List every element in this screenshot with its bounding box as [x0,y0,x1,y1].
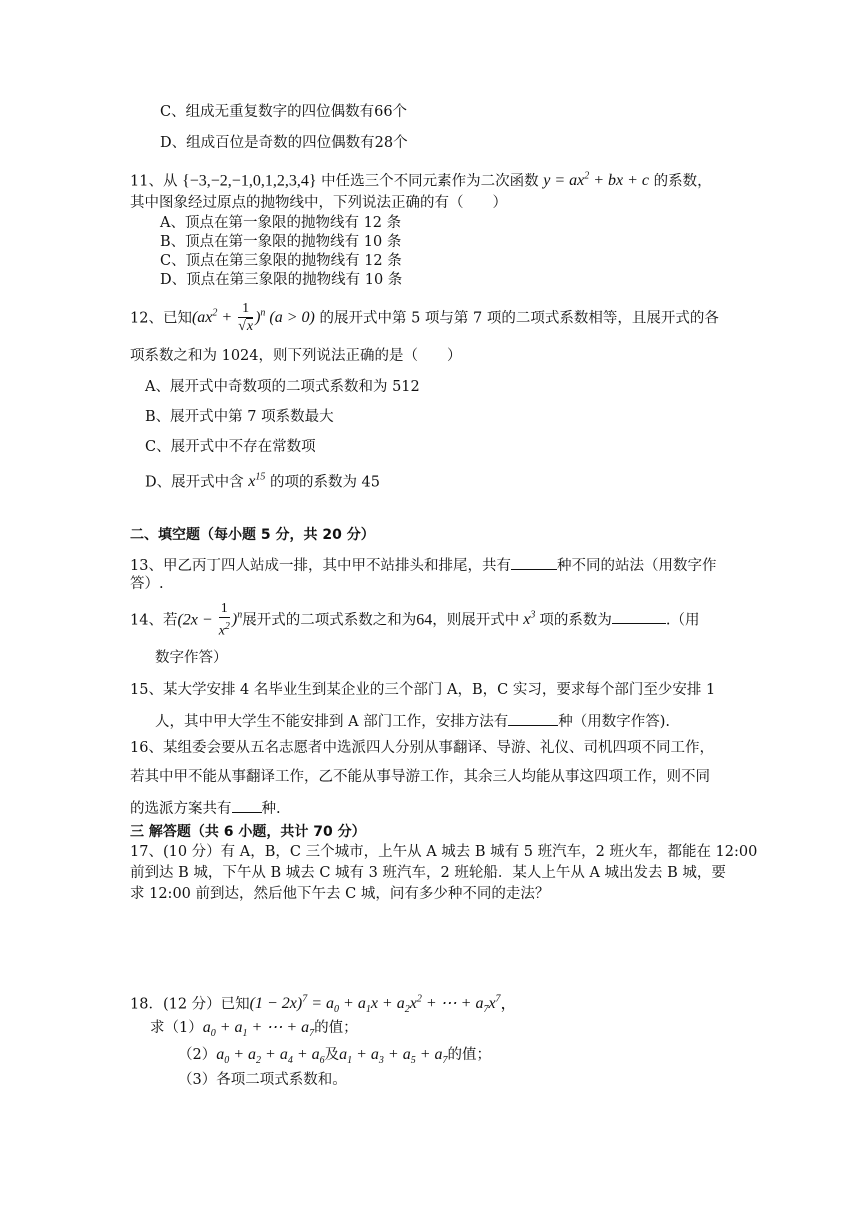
q10-option-c: C、组成无重复数字的四位偶数有66个 [160,104,408,120]
q11-function: $y = ax^2$ + bx + c [543,171,650,190]
q11-set: {−3,−2,−1,0,1,2,3,4} [182,172,317,190]
q12-number: 12、已知 [130,310,192,327]
q15-line2 [155,709,670,732]
q12-fraction: $\frac{1}{√x}$ [238,300,254,334]
q18-sub2-expr1: $a_0 + a_2 + a_4 + a_6$ [216,1046,325,1067]
section3-heading: 三 解答题（共 6 小题，共计 70 分） [130,824,366,840]
q18-sub3: （3）各项二项式系数和。 [178,1072,347,1088]
q14-x3: $x^3$ [519,610,536,629]
q18-sub2-expr2: $a_1 + a_3 + a_5 + a_7$ [339,1046,448,1067]
q11-option-d: D、顶点在第三象限的抛物线有 10 条 [160,272,403,288]
q14-line1: 14、若(2x − $\frac{1}{x^2}$ )$^n$展开式的二项式系数之和为64，则展开式中 $x^3$ 项的系数为 .（用 [130,600,700,639]
q12-expression: ($ax^2$ + [191,308,237,327]
q16-line2: 若其中甲不能从事翻译工作，乙不能从事导游工作，其余三人均能从事这四项工作，则不同 [130,769,710,785]
q18-sub1 [150,1018,358,1044]
q13-text-a: 13、甲乙丙丁四人站成一排，其中甲不站排头和排尾，共有 [130,558,511,574]
q15-text-b: 种（用数字作答). [558,714,670,730]
q18-sub1-post: 的值； [314,1020,358,1036]
q16-line1: 16、某组委会要从五名志愿者中选派四人分别从事翻译、导游、礼仪、司机四项不同工作， [130,740,714,756]
q12-option-b: B、展开式中第 7 项系数最大 [145,409,334,425]
q12-line2: 项系数之和为 1024，则下列说法正确的是（ ） [130,348,462,364]
q18-sub2-mid: 及 [324,1047,340,1063]
q11-mid: 中任选三个不同元素作为二次函数 [321,173,539,190]
q14-mid: 展开式的二项式系数之和为 [242,612,417,629]
q11-option-c: C、顶点在第三象限的抛物线有 12 条 [160,253,402,269]
q18-sub1-pre: 求（1） [150,1020,203,1036]
q18-sub2-pre: （2） [178,1047,217,1063]
q14-mid3: 项的系数为 [539,612,612,629]
q14-fraction: $\frac{1}{x^2}$ [218,600,230,639]
q16-text-b: 种. [261,801,281,817]
q18-sub2 [178,1045,491,1071]
q10-option-d: D、组成百位是奇数的四位偶数有28个 [160,135,408,151]
q14-number: 14、若 [130,612,178,629]
q13-text-b: 种不同的站法（用数字作 [556,558,717,574]
q17-line3: 求 12:00 前到达，然后他下午去 C 城，问有多少种不同的走法？ [130,886,550,902]
q13-line1 [130,553,716,576]
q14-blank[interactable] [612,607,666,624]
q11-number: 11、从 [130,173,178,190]
q14-value: 64 [416,611,433,629]
q16-text-a: 的选派方案共有 [130,801,232,817]
q18-line1: 18．(12 分）已知$(1 - 2x)^7 = a_0 + a_1x + a_2x^2$ + ⋯ + $a_7x^7$， [130,994,517,1016]
q16-blank[interactable] [232,796,262,813]
q16-line3 [130,796,281,819]
q18-sub2-post: 的值； [447,1047,492,1063]
q11-option-b: B、顶点在第一象限的抛物线有 10 条 [160,234,402,250]
q18-number: 18．(12 分）已知 [130,996,250,1013]
q11-line2: 其中图象经过原点的抛物线中，下列说法正确的有（ ） [130,195,507,211]
q12-option-d [145,468,380,492]
q14-end: .（用 [665,612,700,629]
q12-tail: 的展开式中第 5 项与第 7 项的二项式系数相等，且展开式的各 [319,310,719,327]
q18-equation: $(1 - 2x)^7 = a_0 + a_1x + a_2x^2$ + ⋯ + $a_7x^7$ [249,994,501,1016]
q12-option-a: A、展开式中奇数项的二项式系数和为 512 [145,379,420,395]
q12-option-c: C、展开式中不存在常数项 [145,439,316,455]
q11-option-a: A、顶点在第一象限的抛物线有 12 条 [160,215,402,231]
q17-line1: 17、(10 分）有 A，B，C 三个城市，上午从 A 城去 B 城有 5 班汽车，2 班火车，都能在 12:00 [130,844,758,860]
section2-heading: 二、填空题（每小题 5 分，共 20 分） [130,527,375,543]
q15-line1: 15、某大学安排 4 名毕业生到某企业的三个部门 A，B，C 实习，要求每个部门至少安排 1 [130,682,716,698]
q18-sub1-expr: $a_0 + a_1$ + ⋯ + $a_7$ [202,1019,315,1040]
q15-blank[interactable] [508,709,558,726]
q12-option-d-pre: D、展开式中含 [145,474,244,491]
q13-line2: 答）. [130,576,164,592]
q15-text-a: 人，其中甲大学生不能安排到 A 部门工作，安排方法有 [155,714,509,730]
q14-expression: (2x − [177,611,217,629]
q13-blank[interactable] [511,553,557,570]
q17-line2: 前到达 B 城，下午从 B 城去 C 城有 3 班汽车，2 班轮船．某人上午从 A 城出发去 B 城，要 [130,865,726,881]
q14-line2: 数字作答） [155,650,228,666]
q12-x15: $x^{15}$ [248,472,266,491]
q14-mid2: ，则展开式中 [432,612,520,629]
q12-option-d-post: 的项的系数为 45 [269,474,381,491]
q11-tail: 的系数， [653,173,712,190]
q11-line1 [130,167,712,191]
q12-line1: 12、已知($ax^2$ + $\frac{1}{√x}$ )$^n$ (a > 0) 的展开式中第 5 项与第 7 项的二项式系数相等，且展开式的各 [130,300,719,334]
